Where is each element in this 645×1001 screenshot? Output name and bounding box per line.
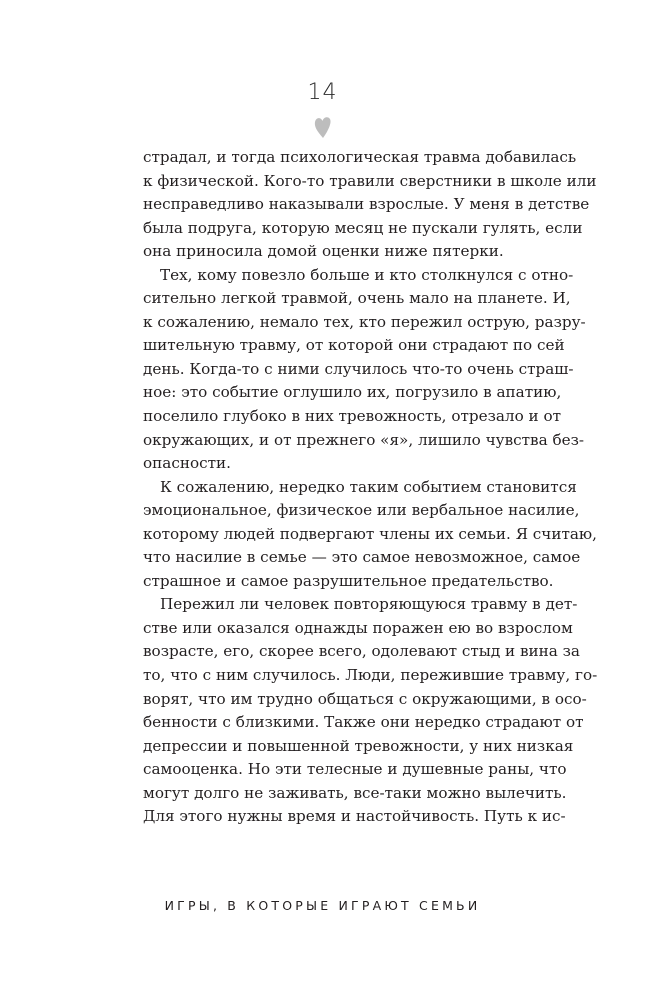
heart-icon xyxy=(313,115,333,139)
text-line: сительно легкой травмой, очень мало на планете. И, xyxy=(143,289,571,308)
text-line: несправедливо наказывали взрослые. У меня в детстве xyxy=(143,195,590,214)
text-line: то, что с ним случилось. Люди, пережившие травму, го- xyxy=(143,666,598,685)
body-text xyxy=(143,146,598,829)
text-line: эмоциональное, физическое или вербальное насилие, xyxy=(143,501,580,520)
text-line: окружающих, и от прежнего «я», лишило чувства без- xyxy=(143,430,585,449)
text-line: бенности с близкими. Также они нередко страдают от xyxy=(143,713,584,732)
text-line: Пережил ли человек повторяющуюся травму в дет- xyxy=(160,595,578,614)
text-line: самооценка. Но эти телесные и душевные раны, что xyxy=(143,760,567,779)
paragraph xyxy=(143,264,586,476)
paragraph xyxy=(143,476,597,594)
paragraph xyxy=(143,146,597,264)
text-line: что насилие в семье — это самое невозможное, самое xyxy=(143,548,581,567)
text-line: страдал, и тогда психологическая травма добавилась xyxy=(143,148,577,166)
text-line: к физической. Кого-то травили сверстники в школе или xyxy=(143,171,597,190)
text-line: была подруга, которую месяц не пускали гулять, если xyxy=(143,218,583,237)
text-line: ворят, что им трудно общаться с окружающими, в осо- xyxy=(143,689,587,708)
text-line: К сожалению, нередко таким событием становится xyxy=(160,477,577,496)
text-line: возрасте, его, скорее всего, одолевают стыд и вина за xyxy=(143,642,580,661)
page-number: 14 xyxy=(307,80,338,105)
text-line: Тех, кому повезло больше и кто столкнулся с отно- xyxy=(160,265,574,284)
text-line: которому людей подвергают члены их семьи. Я считаю, xyxy=(143,524,597,543)
running-title: ИГРЫ, В КОТОРЫЕ ИГРАЮТ СЕМЬИ xyxy=(164,898,481,913)
text-line: шительную травму, от которой они страдают по сей xyxy=(143,336,565,355)
text-line: Для этого нужны время и настойчивость. Путь к ис- xyxy=(143,807,566,826)
paragraph xyxy=(143,593,598,828)
text-line: к сожалению, немало тех, кто пережил острую, разру- xyxy=(143,312,586,331)
text-line: страшное и самое разрушительное предательство. xyxy=(143,571,554,590)
text-line: поселило глубоко в них тревожность, отрезало и от xyxy=(143,407,562,426)
text-line: день. Когда-то с ними случилось что-то очень страш- xyxy=(143,359,574,378)
text-line: депрессии и повышенной тревожности, у них низкая xyxy=(143,736,574,755)
text-line: опасности. xyxy=(143,454,231,473)
text-line: ное: это событие оглушило их, погрузило в апатию, xyxy=(143,383,562,402)
text-line: стве или оказался однажды поражен ею во взрослом xyxy=(143,618,573,637)
text-line: могут долго не заживать, все-таки можно вылечить. xyxy=(143,783,567,802)
text-line: она приносила домой оценки ниже пятерки. xyxy=(143,242,504,261)
